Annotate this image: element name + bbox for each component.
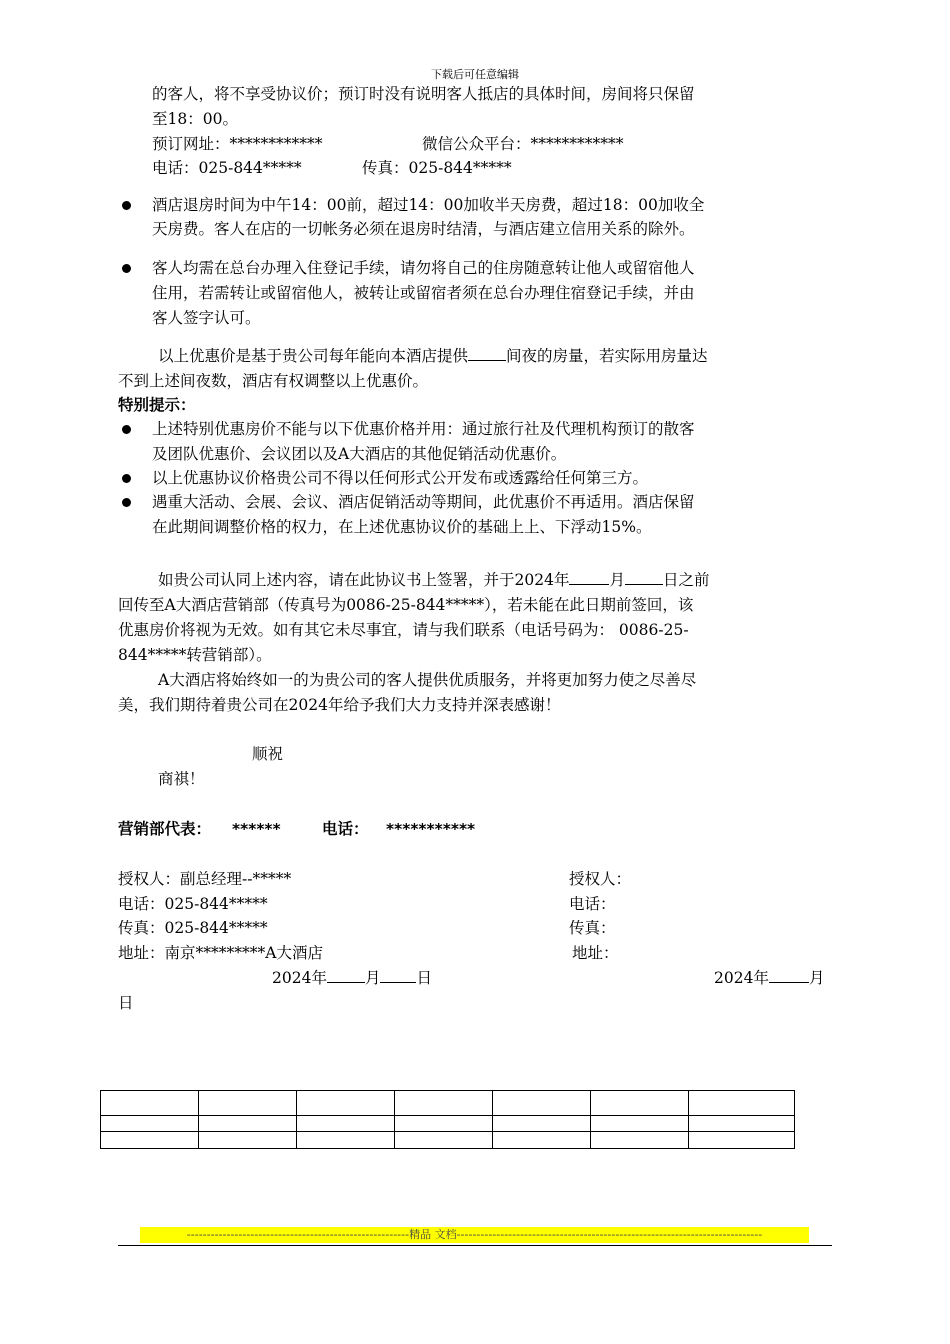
table-cell	[689, 1091, 795, 1116]
table-cell	[395, 1116, 493, 1132]
right-authorizer: 授权人：	[569, 870, 632, 888]
header-note: 下载后可任意编辑	[431, 68, 519, 81]
hotel-phone: 电话：025-844*****	[152, 159, 302, 177]
right-date-year: 2024年	[714, 969, 769, 987]
notice-3-line-2: 在此期间调整价格的权力，在上述优惠协议价的基础上上、下浮动15%。	[152, 518, 652, 536]
bullet-icon	[122, 498, 131, 507]
bullet-icon	[122, 264, 131, 273]
volume-clause-line-1	[158, 345, 708, 367]
left-authorizer: 授权人：副总经理--*****	[118, 870, 292, 888]
left-phone: 电话：025-844*****	[118, 895, 268, 913]
table-cell	[101, 1091, 199, 1116]
table-row	[101, 1132, 795, 1149]
policy-register-line-1: 客人均需在总台办理入住登记手续，请勿将自己的住房随意转让他人或留宿他人	[152, 259, 695, 277]
policy-register-line-3: 客人签字认可。	[152, 309, 261, 327]
left-month-blank[interactable]	[327, 968, 365, 983]
left-date-month: 月	[364, 969, 381, 987]
intro-line-1: 的客人，将不享受协议价；预订时没有说明客人抵店的具体时间，房间将只保留	[152, 85, 695, 103]
table-cell	[689, 1132, 795, 1149]
policy-register-line-2: 住用，若需转让或留宿他人，被转让或留宿者须在总台办理住宿登记手续，并由	[152, 284, 695, 302]
table-cell	[199, 1132, 297, 1149]
closing-p1-line-4: 844*****转营销部）。	[118, 646, 272, 664]
bullet-icon	[122, 201, 131, 210]
table-cell	[199, 1091, 297, 1116]
rep-phone-label: 电话：	[322, 820, 369, 838]
wechat-account: 微信公众平台：************	[422, 135, 624, 153]
left-address: 地址：南京*********A大酒店	[118, 944, 323, 962]
left-fax: 传真：025-844*****	[118, 919, 268, 937]
right-fax: 传真：	[569, 919, 616, 937]
footer-divider	[118, 1245, 832, 1246]
reply-day-blank[interactable]	[625, 570, 663, 585]
closing-p1-c: 日之前	[662, 571, 710, 589]
table-cell	[101, 1116, 199, 1132]
left-date-year: 2024年	[272, 969, 327, 987]
notice-3-line-1: 遇重大活动、会展、会议、酒店促销活动等期间，此优惠价不再适用。酒店保留	[152, 493, 695, 511]
table-cell	[297, 1091, 395, 1116]
right-date	[714, 967, 824, 989]
closing-p1-b: 月	[609, 571, 625, 589]
table-cell	[395, 1091, 493, 1116]
left-date	[272, 967, 432, 989]
closing-p2-line-1: A大酒店将始终如一的为贵公司的客人提供优质服务，并将更加努力使之尽善尽	[158, 671, 697, 689]
table-cell	[493, 1132, 591, 1149]
salutation-2: 商祺！	[158, 770, 205, 788]
room-nights-blank[interactable]	[468, 346, 506, 361]
intro-line-2: 至18：00。	[152, 110, 238, 128]
bullet-icon	[122, 474, 131, 483]
volume-clause-part-1: 以上优惠价是基于贵公司每年能向本酒店提供	[158, 347, 469, 365]
table-cell	[591, 1132, 689, 1149]
table-cell	[591, 1116, 689, 1132]
left-date-day: 日	[416, 969, 432, 987]
booking-site: 预订网址：************	[152, 135, 323, 153]
notice-2-line-1: 以上优惠协议价格贵公司不得以任何形式公开发布或透露给任何第三方。	[152, 469, 649, 487]
volume-clause-part-2: 间夜的房量，若实际用房量达	[506, 347, 708, 365]
right-phone: 电话：	[569, 895, 616, 913]
volume-clause-line-2: 不到上述间夜数，酒店有权调整以上优惠价。	[118, 372, 429, 390]
table-cell	[297, 1116, 395, 1132]
table-cell	[591, 1091, 689, 1116]
policy-checkout-line-1: 酒店退房时间为中午14：00前，超过14：00加收半天房费，超过18：00加收全	[152, 196, 705, 214]
footer-banner: --------------------------------------------------------精品 文档-----------------------------------------------------------------------------	[140, 1227, 809, 1243]
closing-p1-line-3: 优惠房价将视为无效。如有其它未尽事宜，请与我们联系（电话号码为： 0086-25-	[118, 621, 689, 639]
right-address: 地址：	[572, 944, 619, 962]
policy-checkout-line-2: 天房费。客人在店的一切帐务必须在退房时结清，与酒店建立信用关系的除外。	[152, 220, 695, 238]
right-date-day: 日	[118, 994, 134, 1012]
table-cell	[493, 1091, 591, 1116]
rep-label: 营销部代表：	[118, 820, 212, 838]
empty-grid-table	[100, 1090, 795, 1149]
reply-month-blank[interactable]	[569, 570, 609, 585]
table-cell	[101, 1132, 199, 1149]
table-cell	[199, 1116, 297, 1132]
closing-p2-line-2: 美，我们期待着贵公司在2024年给予我们大力支持并深表感谢！	[118, 696, 561, 714]
closing-p1-line-2: 回传至A大酒店营销部（传真号为0086-25-844*****），若未能在此日期前签回，该	[118, 596, 694, 614]
table-row	[101, 1116, 795, 1132]
left-day-blank[interactable]	[380, 968, 416, 983]
bullet-icon	[122, 425, 131, 434]
table-cell	[493, 1116, 591, 1132]
table-cell	[395, 1132, 493, 1149]
special-notice-title: 特别提示：	[118, 396, 196, 414]
closing-p1-a: 如贵公司认同上述内容，请在此协议书上签署，并于2024年	[158, 571, 570, 589]
rep-phone: ***********	[386, 820, 476, 838]
table-cell	[689, 1116, 795, 1132]
notice-1-line-2: 及团队优惠价、会议团以及A大酒店的其他促销活动优惠价。	[152, 445, 567, 463]
rep-name: ******	[232, 820, 281, 838]
table-row	[101, 1091, 795, 1116]
notice-1-line-1: 上述特别优惠房价不能与以下优惠价格并用：通过旅行社及代理机构预订的散客	[152, 420, 695, 438]
right-date-month: 月	[808, 969, 825, 987]
hotel-fax: 传真：025-844*****	[362, 159, 512, 177]
salutation-1: 顺祝	[252, 745, 284, 763]
right-month-blank[interactable]	[769, 968, 809, 983]
closing-p1-line-1	[158, 569, 709, 591]
table-cell	[297, 1132, 395, 1149]
